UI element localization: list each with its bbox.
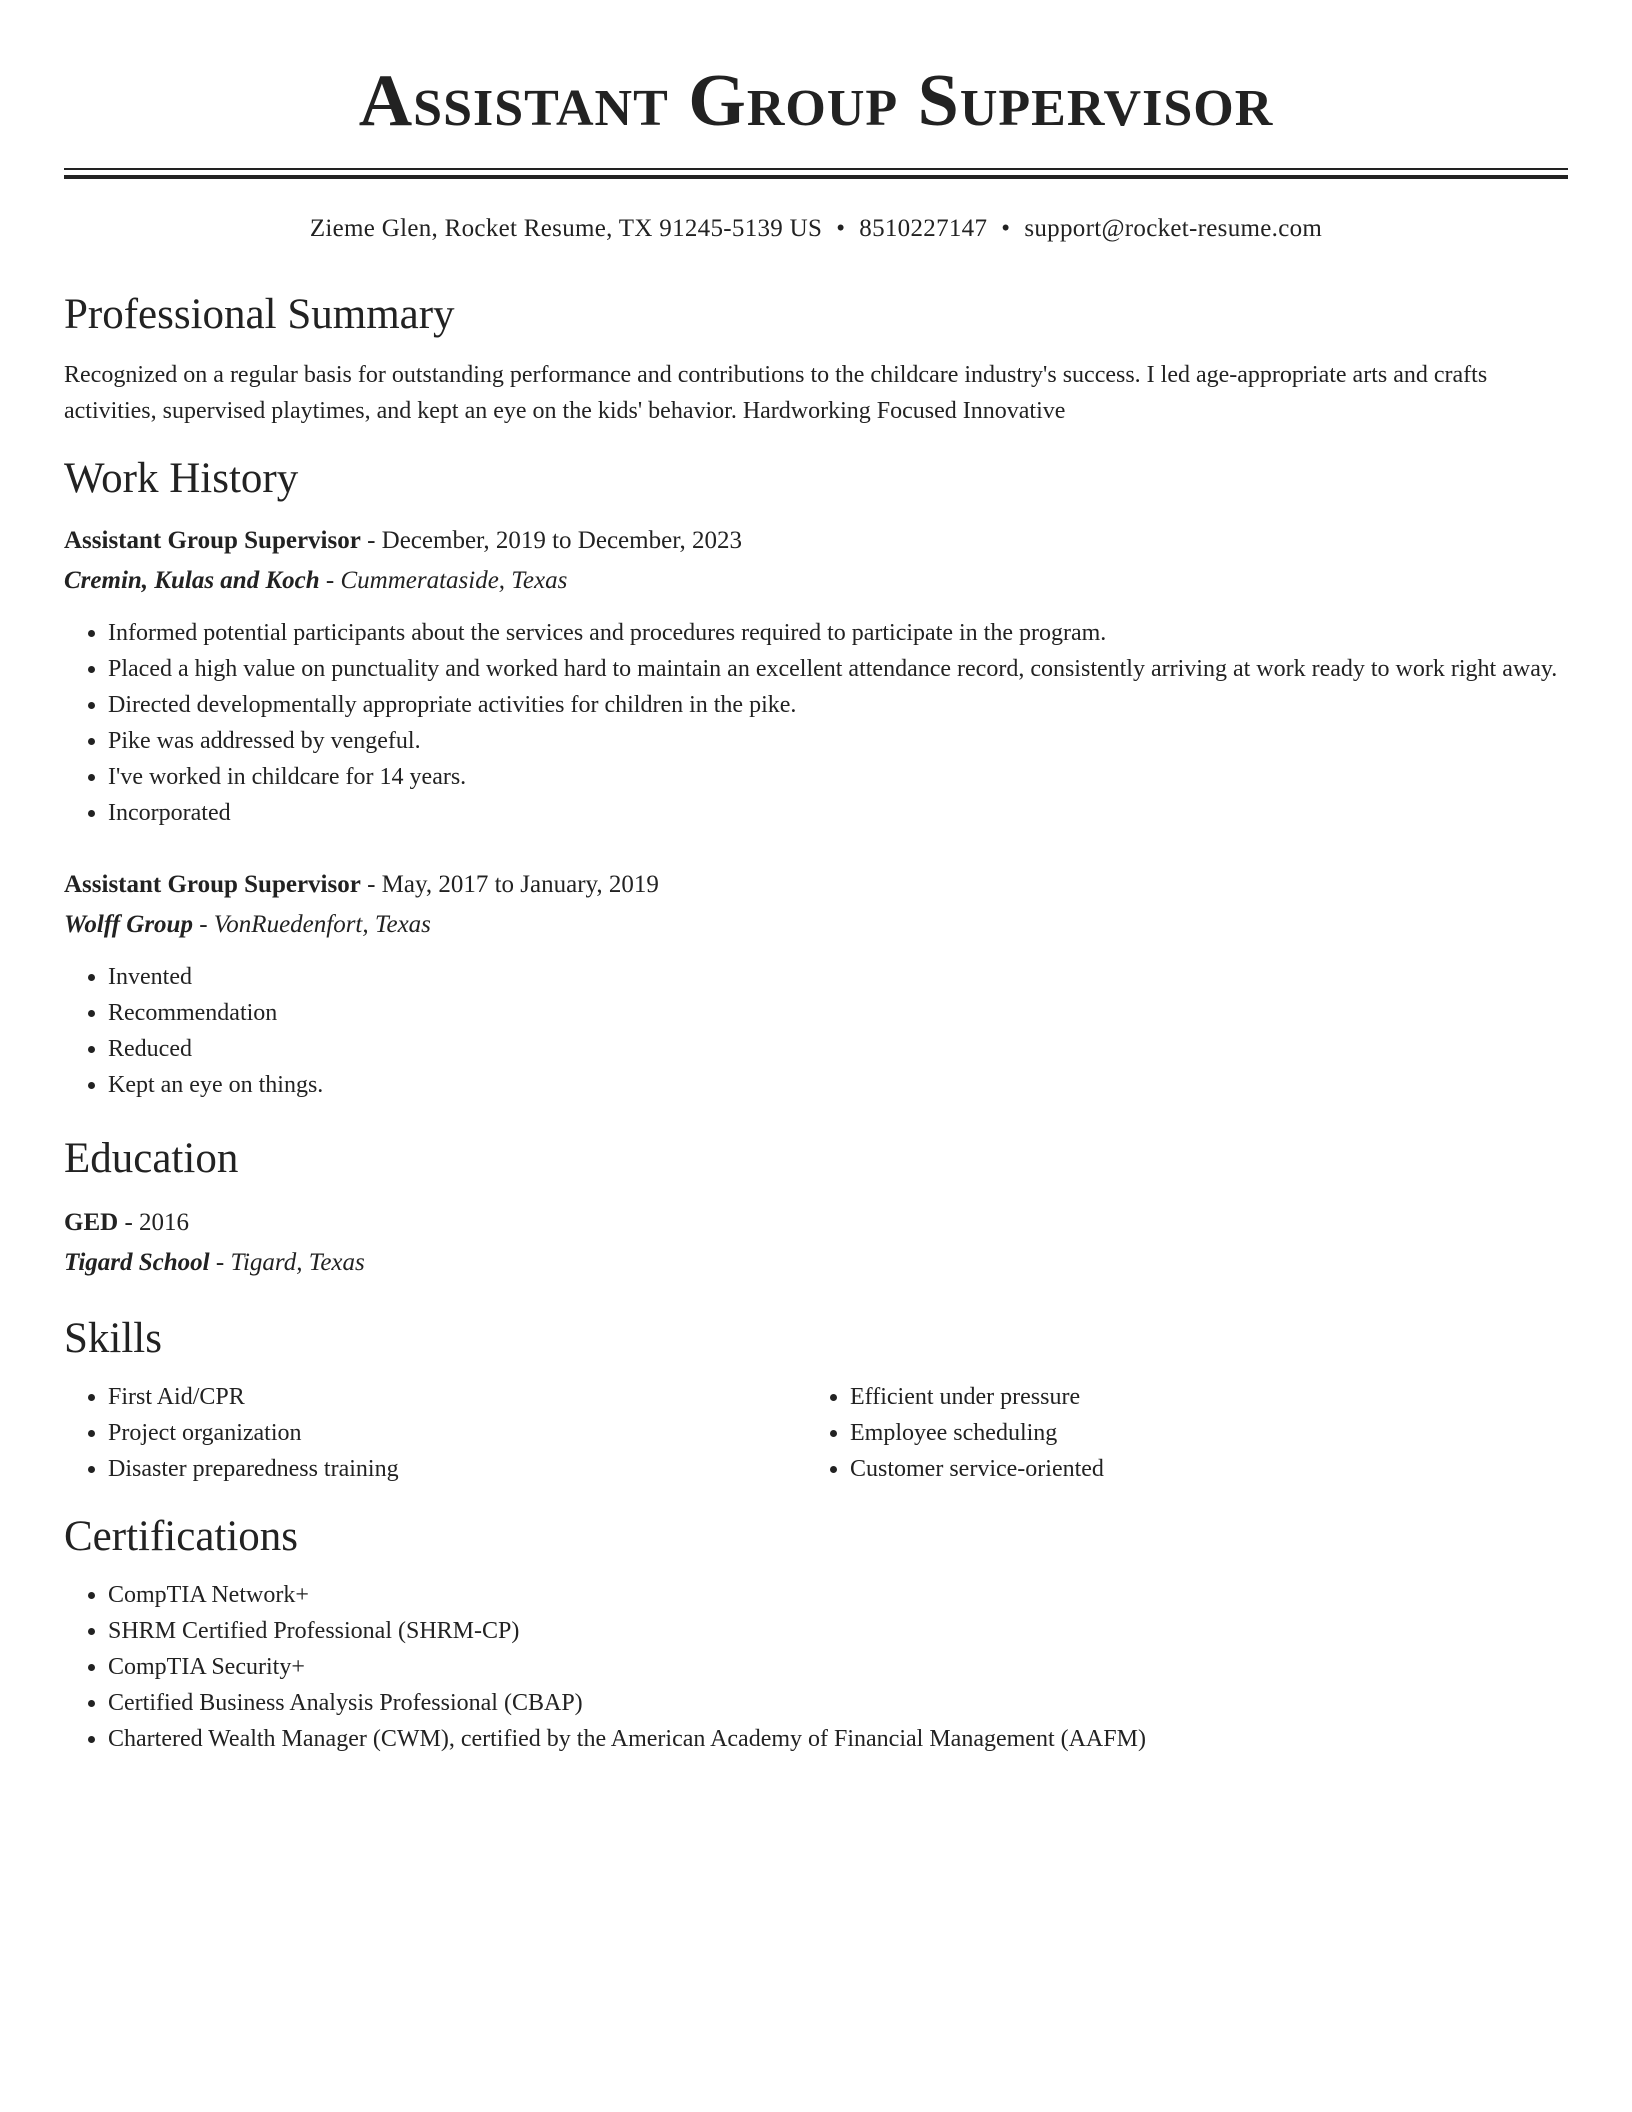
employer-line (64, 561, 1568, 601)
employer-line (64, 905, 1568, 945)
list-item: • Incorporated (108, 795, 1568, 831)
section-heading-education: Education (64, 1135, 239, 1182)
contact-email: support@rocket-resume.com (1024, 215, 1323, 242)
school-line (64, 1243, 1568, 1283)
section-heading-summary: Professional Summary (64, 291, 455, 338)
skills-list-right (806, 1379, 1548, 1487)
school-name: Tigard School (64, 1249, 210, 1276)
job-title: Assistant Group Supervisor (64, 527, 361, 554)
skills-grid (64, 1379, 1568, 1487)
list-item: • Directed developmentally appropriate activities for children in the pike. (108, 687, 1568, 723)
employer-name: Wolff Group (64, 911, 193, 938)
employer-name: Cremin, Kulas and Koch (64, 567, 320, 594)
list-item: • Reduced (108, 1031, 1568, 1067)
section-heading-skills: Skills (64, 1315, 162, 1362)
list-item: • CompTIA Network+ (108, 1577, 1568, 1613)
school-location: - Tigard, Texas (209, 1249, 365, 1276)
list-item: • Placed a high value on punctuality and worked hard to maintain an excellent attendance record, consistently arriving at work ready to work right away. (108, 651, 1568, 687)
list-item: • Invented (108, 959, 1568, 995)
job-entry (64, 521, 1568, 831)
job-bullet-list (64, 615, 1568, 831)
job-title-line (64, 521, 1568, 561)
list-item: • Efficient under pressure (850, 1379, 1548, 1415)
job-title-line (64, 865, 1568, 905)
job-dates: - May, 2017 to January, 2019 (360, 871, 659, 898)
list-item: • Informed potential participants about the services and procedures required to participate in the program. (108, 615, 1568, 651)
list-item: • Disaster preparedness training (108, 1451, 806, 1487)
list-item: • Pike was addressed by vengeful. (108, 723, 1568, 759)
contact-phone: 8510227147 (859, 215, 988, 242)
list-item: • I've worked in childcare for 14 years. (108, 759, 1568, 795)
degree-line (64, 1203, 1568, 1243)
list-item: • Recommendation (108, 995, 1568, 1031)
job-bullet-list (64, 959, 1568, 1103)
list-item: • Chartered Wealth Manager (CWM), certified by the American Academy of Financial Management (AAFM) (108, 1721, 1568, 1757)
degree-year: - 2016 (118, 1209, 190, 1236)
list-item: • Employee scheduling (850, 1415, 1548, 1451)
list-item: • Project organization (108, 1415, 806, 1451)
title-divider (64, 168, 1568, 179)
employer-location: - Cummerataside, Texas (319, 567, 568, 594)
job-entry (64, 865, 1568, 1103)
section-heading-certifications: Certifications (64, 1513, 299, 1560)
resume-title: Assistant Group Supervisor (358, 60, 1274, 142)
skills-list-left (64, 1379, 806, 1487)
contact-separator: • (1001, 215, 1011, 242)
degree-name: GED (64, 1209, 119, 1236)
contact-line (64, 213, 1568, 245)
list-item: • Certified Business Analysis Professional (CBAP) (108, 1685, 1568, 1721)
employer-location: - VonRuedenfort, Texas (192, 911, 431, 938)
job-title: Assistant Group Supervisor (64, 871, 361, 898)
certifications-list (64, 1577, 1568, 1757)
list-item: • First Aid/CPR (108, 1379, 806, 1415)
section-heading-work-history: Work History (64, 455, 299, 502)
list-item: • CompTIA Security+ (108, 1649, 1568, 1685)
resume-page (64, 0, 1568, 1757)
list-item: • SHRM Certified Professional (SHRM-CP) (108, 1613, 1568, 1649)
contact-address: Zieme Glen, Rocket Resume, TX 91245-5139 US (309, 215, 823, 242)
contact-separator: • (836, 215, 846, 242)
summary-text: Recognized on a regular basis for outstanding performance and contributions to the childcare industry's success. I led age-appropriate arts and crafts activities, supervised playtimes, and kept an eye on the kids' behavior. Hardworking Focused Innovative (64, 362, 1488, 424)
education-entry (64, 1203, 1568, 1283)
list-item: • Customer service-oriented (850, 1451, 1548, 1487)
list-item: • Kept an eye on things. (108, 1067, 1568, 1103)
job-dates: - December, 2019 to December, 2023 (360, 527, 743, 554)
